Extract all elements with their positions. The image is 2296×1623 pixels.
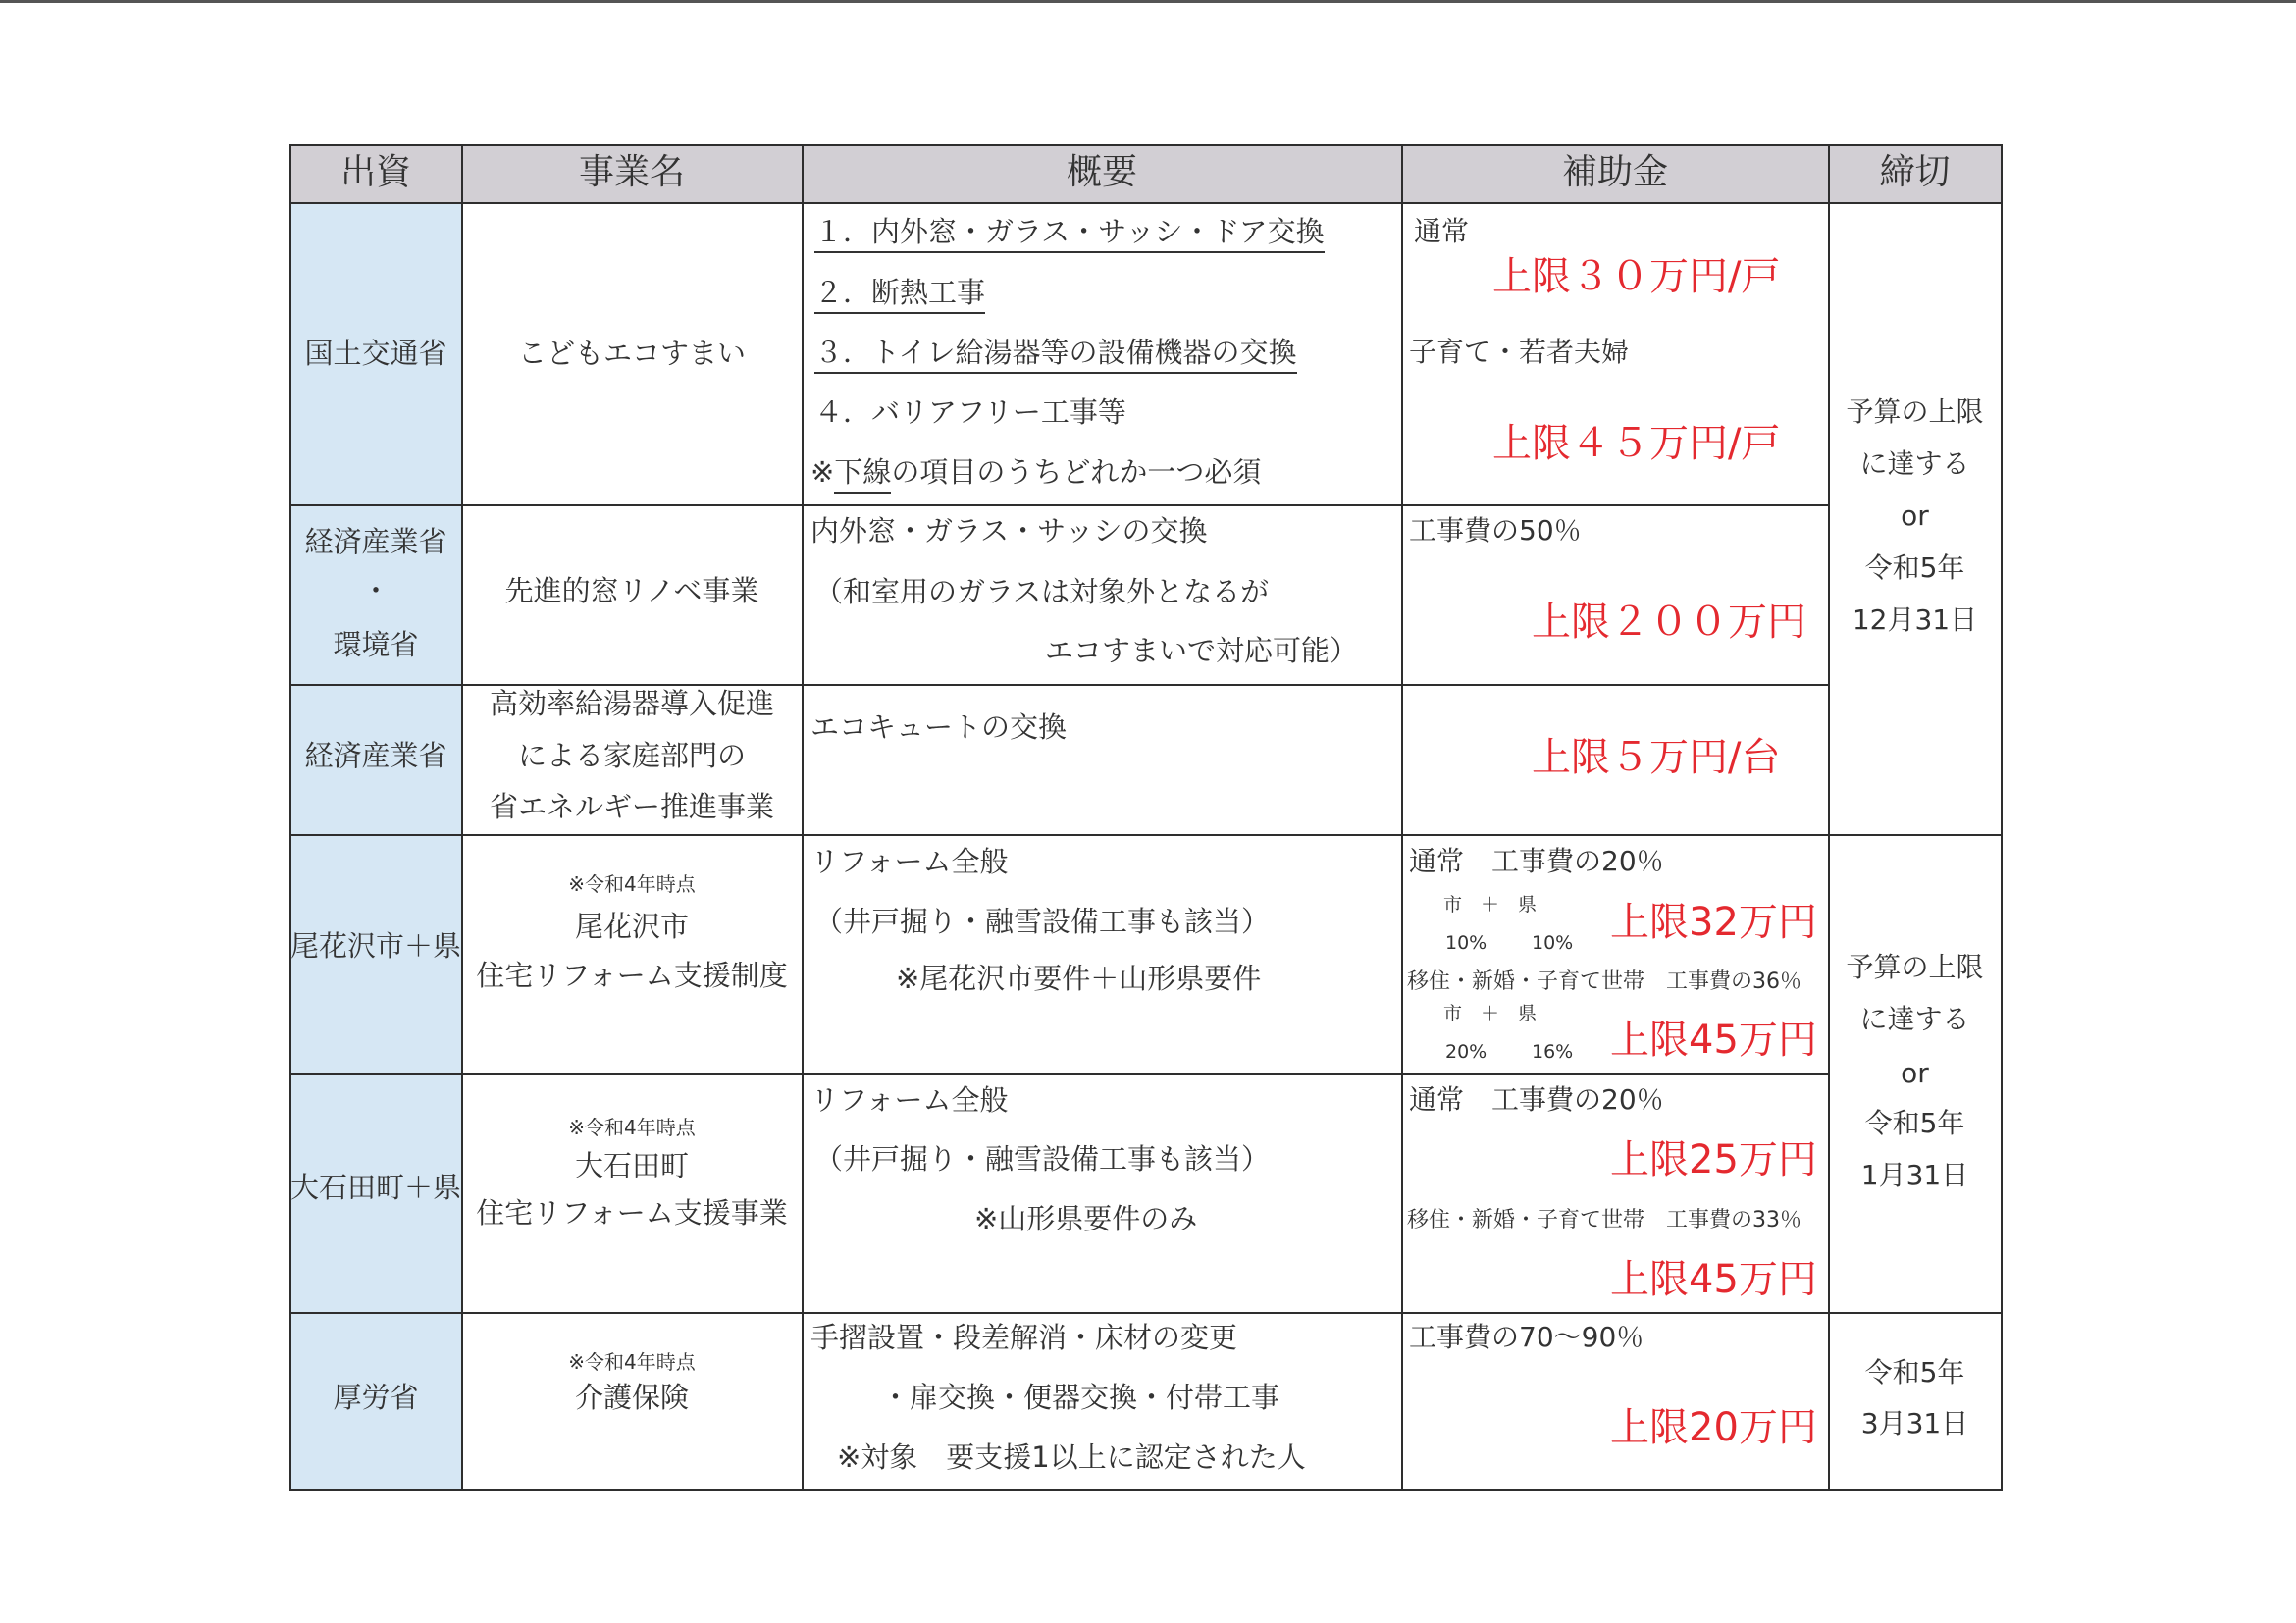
deadline2-line2: に達する <box>1859 1003 1970 1035</box>
table-border-bottom <box>289 1489 2003 1491</box>
row5-overview-line1: リフォーム全般 <box>810 1083 1009 1117</box>
row4-overview-line2: （井戸掘り・融雪設備工事も該当） <box>814 905 1271 938</box>
row5-funder: 大石田町＋県 <box>289 1171 461 1204</box>
row2-funder-line2: ・ <box>361 574 391 607</box>
row1-subsidy-label-normal: 通常 <box>1414 215 1470 247</box>
row1-overview-note: ※下線の項目のうちどれか一つ必須 <box>810 458 1261 487</box>
row1-subsidy-amount-family: 上限４５万円/戸 <box>1492 421 1781 466</box>
row5-project-line1: 大石田町 <box>574 1149 689 1182</box>
row2-funder-line1: 経済産業省 <box>304 525 447 558</box>
row2-overview-line2: （和室用のガラスは対象外となるが <box>814 575 1270 608</box>
row4-subsidy-label-migrant: 移住・新婚・子育て世帯 工事費の36％ <box>1407 969 1801 994</box>
table-border-right <box>2001 144 2003 1491</box>
row4-split2-header: 市 ＋ 県 <box>1443 1003 1538 1024</box>
row1-overview-item4: ４．バリアフリー工事等 <box>814 395 1126 429</box>
header-project-name: 事業名 <box>578 152 685 192</box>
row6-overview-line1: 手摺設置・段差解消・床材の変更 <box>810 1321 1238 1354</box>
row4-subsidy-amount-migrant: 上限45万円 <box>1610 1018 1817 1063</box>
header-overview: 概要 <box>1066 152 1137 192</box>
deadline1-line2: に達する <box>1859 447 1970 480</box>
row1-project-name: こどもエコすまい <box>517 337 746 370</box>
deadline3-line1: 令和5年 <box>1864 1356 1965 1388</box>
row1-overview-item2: ２．断熱工事 <box>814 279 985 307</box>
row3-subsidy-amount: 上限５万円/台 <box>1532 735 1781 780</box>
row6-project-line1: 介護保険 <box>574 1381 689 1414</box>
row3-project-line3: 省エネルギー推進事業 <box>489 790 774 823</box>
header-subsidy: 補助金 <box>1561 152 1668 192</box>
row6-subsidy-label: 工事費の70～90％ <box>1409 1321 1644 1353</box>
row4-split2-city: 20% <box>1445 1041 1487 1063</box>
row-divider <box>289 504 1830 506</box>
row1-subsidy-amount-normal: 上限３０万円/戸 <box>1492 254 1781 299</box>
row6-overview-line3: ※対象 要支援1以上に認定された人 <box>837 1440 1306 1474</box>
row2-funder-line3: 環境省 <box>333 628 419 661</box>
deadline1-line1: 予算の上限 <box>1846 395 1984 428</box>
deadline1-line5: 12月31日 <box>1852 603 1978 636</box>
deadline2-line3: or <box>1901 1057 1929 1089</box>
row3-project-line2: による家庭部門の <box>517 739 746 772</box>
row4-project-note: ※令和4年時点 <box>568 872 696 896</box>
row4-split1-pref: 10% <box>1532 932 1574 954</box>
row1-funder: 国土交通省 <box>304 337 447 370</box>
row3-overview-line1: エコキュートの交換 <box>810 710 1068 744</box>
row4-split1-header: 市 ＋ 県 <box>1443 894 1538 916</box>
row2-overview-line1: 内外窓・ガラス・サッシの交換 <box>810 514 1208 548</box>
row6-project-note: ※令和4年時点 <box>568 1350 696 1374</box>
column-divider <box>1401 144 1403 1491</box>
row4-subsidy-amount-normal: 上限32万円 <box>1610 900 1817 945</box>
deadline1-line4: 令和5年 <box>1864 551 1965 584</box>
funder-column-background <box>290 203 461 1490</box>
row4-subsidy-label-normal: 通常 工事費の20％ <box>1409 845 1664 877</box>
deadline1-line3: or <box>1901 499 1929 532</box>
row5-project-note: ※令和4年時点 <box>568 1116 696 1139</box>
row4-split2-pref: 16% <box>1532 1041 1574 1063</box>
row2-overview-line3: エコすまいで対応可能） <box>1045 634 1359 667</box>
row6-overview-line2: ・扉交換・便器交換・付帯工事 <box>881 1381 1280 1414</box>
row4-project-line1: 尾花沢市 <box>574 910 689 943</box>
header-deadline: 締切 <box>1879 152 1951 192</box>
row4-project-line2: 住宅リフォーム支援制度 <box>476 959 788 992</box>
row5-subsidy-label-normal: 通常 工事費の20％ <box>1409 1083 1664 1116</box>
row2-subsidy-label: 工事費の50％ <box>1409 514 1582 547</box>
deadline2-line5: 1月31日 <box>1860 1159 1969 1191</box>
header-bottom-line <box>289 202 2003 204</box>
row6-subsidy-amount: 上限20万円 <box>1610 1405 1817 1450</box>
row1-subsidy-label-family: 子育て・若者夫婦 <box>1409 336 1630 368</box>
deadline2-line4: 令和5年 <box>1864 1107 1965 1139</box>
row4-overview-line1: リフォーム全般 <box>810 845 1009 878</box>
row5-overview-line2: （井戸掘り・融雪設備工事も該当） <box>814 1142 1271 1176</box>
row1-overview-item3: ３．トイレ給湯器等の設備機器の交換 <box>814 339 1297 367</box>
row5-subsidy-amount-migrant: 上限45万円 <box>1610 1257 1817 1302</box>
row5-subsidy-amount-normal: 上限25万円 <box>1610 1137 1817 1182</box>
row2-project-name: 先進的窓リノベ事業 <box>504 574 759 607</box>
deadline2-line1: 予算の上限 <box>1846 951 1984 983</box>
row4-split1-city: 10% <box>1445 932 1487 954</box>
row4-funder: 尾花沢市＋県 <box>289 929 461 963</box>
row1-overview-item1: １．内外窓・ガラス・サッシ・ドア交換 <box>814 218 1325 246</box>
row3-project-line1: 高効率給湯器導入促進 <box>489 687 774 720</box>
row2-subsidy-amount: 上限２００万円 <box>1532 600 1806 645</box>
column-divider <box>1828 144 1830 1491</box>
deadline3-line2: 3月31日 <box>1860 1407 1969 1440</box>
table-border-top <box>289 144 2003 146</box>
header-funder: 出資 <box>339 152 411 192</box>
row5-project-line2: 住宅リフォーム支援事業 <box>476 1196 788 1230</box>
column-divider <box>802 144 804 1491</box>
row-divider <box>289 1312 2003 1314</box>
row-divider <box>289 834 2003 836</box>
row4-overview-line3: ※尾花沢市要件＋山形県要件 <box>896 962 1262 995</box>
row5-overview-line3: ※山形県要件のみ <box>974 1202 1198 1235</box>
row5-subsidy-label-migrant: 移住・新婚・子育て世帯 工事費の33％ <box>1407 1208 1801 1232</box>
row-divider <box>289 684 1830 686</box>
row6-funder: 厚労省 <box>333 1381 419 1414</box>
scan-edge <box>0 0 2296 3</box>
row3-funder: 経済産業省 <box>304 739 447 772</box>
row-divider <box>289 1073 1830 1075</box>
